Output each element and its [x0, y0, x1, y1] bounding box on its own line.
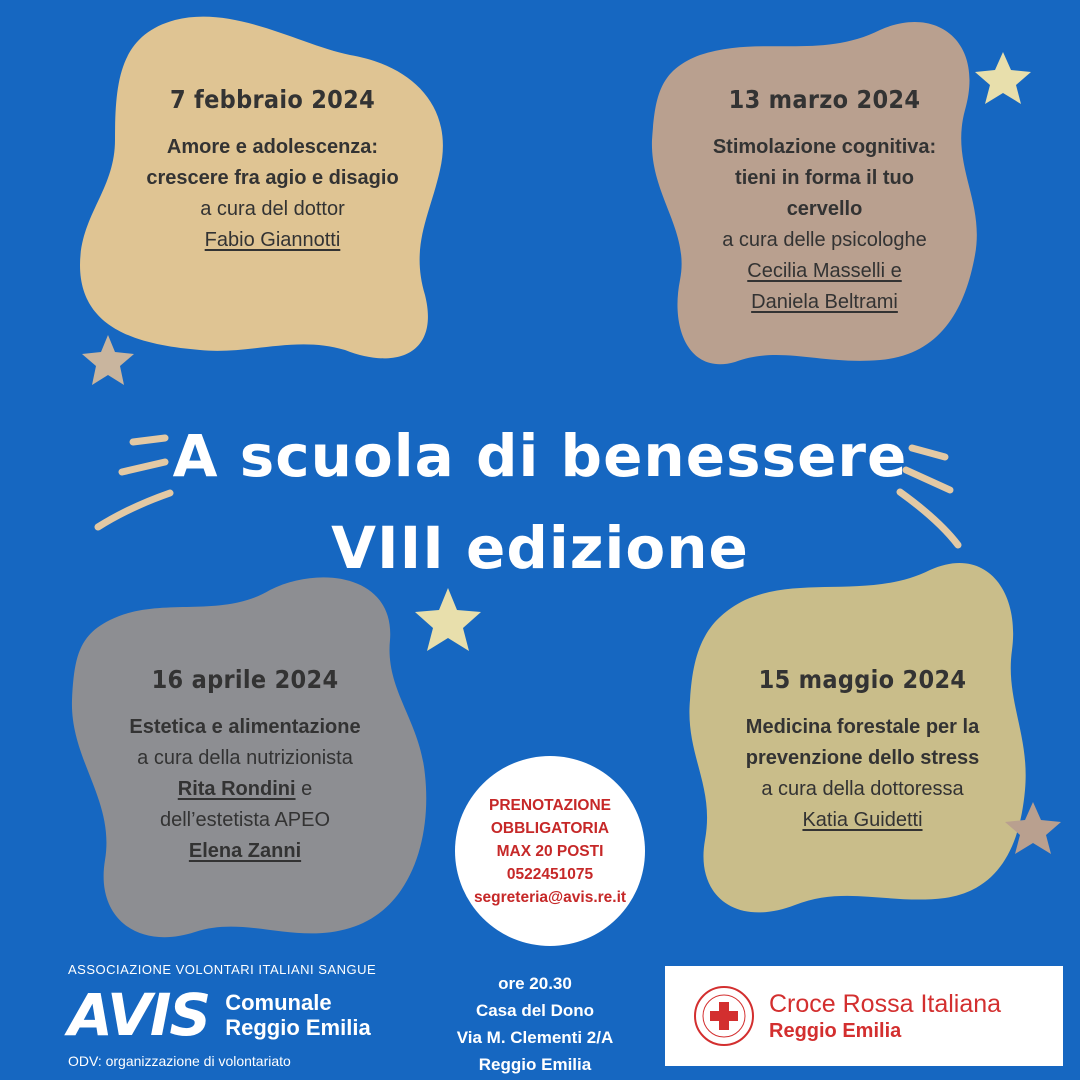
event-care: a cura della nutrizionista: [137, 747, 353, 769]
event-card-3: [85, 665, 405, 867]
event-topic: Amore e adolescenza:: [166, 136, 379, 158]
avis-logo-block: [68, 962, 428, 1069]
event-card-4: [705, 665, 1020, 836]
event-care: a cura delle psicologhe: [722, 229, 927, 251]
event-speaker: Katia Guidetti: [802, 809, 923, 831]
venue-city: Reggio Emilia: [478, 1055, 592, 1074]
red-cross-icon: [693, 985, 755, 1047]
booking-line: PRENOTAZIONE: [489, 796, 611, 814]
event-topic: Medicina forestale per la: [745, 716, 980, 738]
avis-sub-line: Comunale: [225, 990, 332, 1015]
event-speaker: Elena Zanni: [188, 840, 302, 862]
avis-sub-line: Reggio Emilia: [225, 1015, 371, 1040]
avis-logo: AVIS: [68, 981, 210, 1049]
event-topic: crescere fra agio e disagio: [146, 167, 399, 189]
booking-phone: 0522451075: [506, 865, 594, 883]
event-date: 13 marzo 2024: [728, 85, 921, 114]
event-date: 7 febbraio 2024: [169, 85, 376, 114]
event-speaker: Daniela Beltrami: [751, 291, 898, 313]
event-topic: Stimolazione cognitiva:: [712, 136, 937, 158]
booking-badge: [455, 756, 645, 946]
avis-odv: ODV: organizzazione di volontariato: [68, 1053, 291, 1069]
event-date: 16 aprile 2024: [151, 665, 339, 694]
event-topic: cervello: [786, 198, 863, 220]
event-topic: prevenzione dello stress: [745, 747, 980, 769]
event-care: dell’estetista APEO: [159, 809, 331, 831]
star-icon: [975, 52, 1031, 104]
cri-logo-block: [665, 966, 1063, 1066]
booking-line: MAX 20 POSTI: [496, 842, 604, 860]
event-joiner: e: [295, 778, 313, 800]
booking-email: segreteria@avis.re.it: [473, 888, 627, 906]
event-speaker: Cecilia Masselli e: [747, 260, 902, 282]
event-care: a cura del dottor: [200, 198, 345, 220]
avis-association: ASSOCIAZIONE VOLONTARI ITALIANI SANGUE: [68, 962, 377, 977]
booking-line: OBBLIGATORIA: [490, 819, 610, 837]
star-icon: [415, 588, 481, 651]
page-title: [0, 410, 1080, 594]
cri-city: Reggio Emilia: [769, 1020, 902, 1042]
title-line-1: A scuola di benessere: [172, 422, 908, 490]
event-speaker: Fabio Giannotti: [204, 229, 341, 251]
venue-place: Casa del Dono: [475, 1001, 595, 1020]
event-date: 15 maggio 2024: [758, 665, 967, 694]
venue-time: ore 20.30: [498, 974, 572, 993]
event-card-1: [115, 85, 430, 256]
venue-info: [420, 970, 650, 1078]
event-topic: Estetica e alimentazione: [129, 716, 361, 738]
star-icon: [82, 335, 134, 385]
title-line-2: VIII edizione: [331, 514, 749, 582]
event-speaker: Rita Rondini: [177, 778, 296, 800]
cri-name: Croce Rossa Italiana: [769, 990, 1002, 1018]
event-topic: tieni in forma il tuo: [735, 167, 914, 189]
venue-address: Via M. Clementi 2/A: [456, 1028, 614, 1047]
event-care: a cura della dottoressa: [761, 778, 964, 800]
event-card-2: [672, 85, 977, 318]
